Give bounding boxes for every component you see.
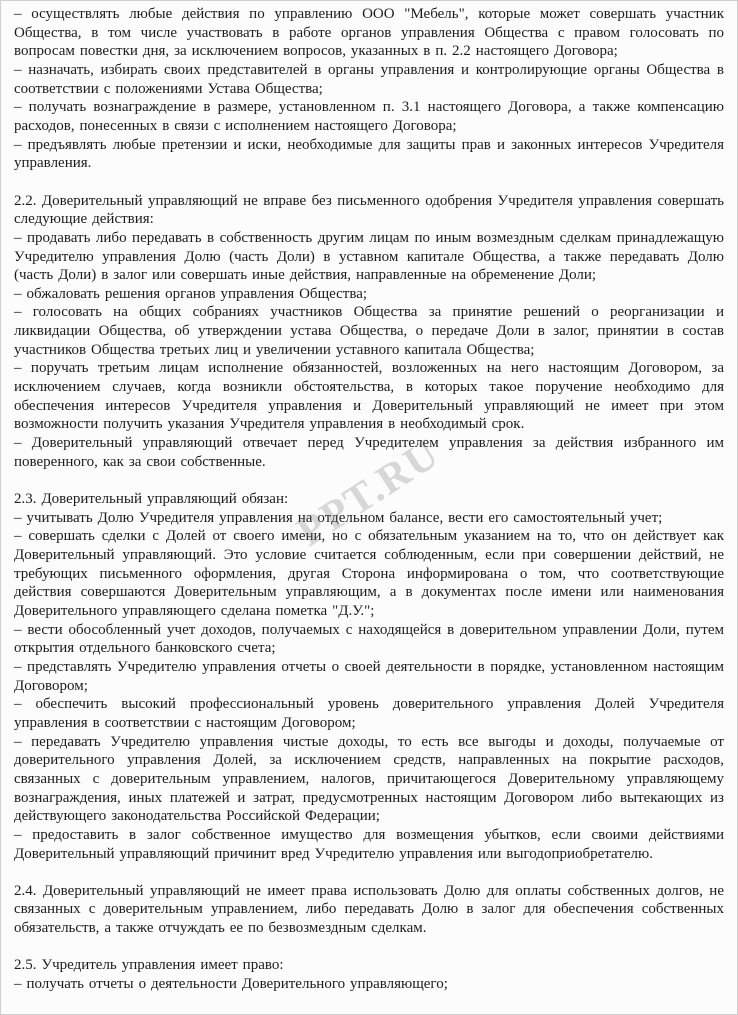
paragraph: – поручать третьим лицам исполнение обязанностей, возложенных на него настоящим Договором, за исключением случаев, когда возникли обстоятельства, в которых такое поручение необходимо для обеспечения интересов Учредителя управления и Доверительный управляющий не имеет при этом возможности получить указания Учредителя управления в необходимый срок.	[14, 360, 724, 433]
paragraph: – обжаловать решения органов управления Общества;	[14, 285, 368, 302]
text-block	[14, 5, 724, 173]
paragraph: – Доверительный управляющий отвечает перед Учредителем управления за действия избранного им поверенного, как за свои собственные.	[14, 435, 724, 470]
paragraph: 2.5. Учредитель управления имеет право:	[14, 957, 284, 974]
paragraph: – представлять Учредителю управления отчеты о своей деятельности в порядке, установленном настоящим Договором;	[14, 658, 724, 694]
paragraph: – продавать либо передавать в собственность другим лицам по иным возмездным сделкам принадлежащую Учредителю управления Долю (часть Доли) в уставном капитале Общества, а также передавать Долю (часть Доли) в залог или совершать иные действия, направленные на обременение Доли;	[14, 229, 724, 284]
paragraph: – предъявлять любые претензии и иски, необходимые для защиты прав и законных интересов Учредителя управления.	[14, 136, 724, 172]
paragraph: – передавать Учредителю управления чистые доходы, то есть все выгоды и доходы, получаемые от доверительного управления Долей, за исключением средств, направленных на покрытие расходов, связанных с доверительным управлением, налогов, причитающегося Доверительному управляющему вознаграждения, иных платежей и затрат, предусмотренных настоящим Договором либо вытекающих из действующего законодательства Российской Федерации;	[14, 733, 724, 825]
paragraph: – предоставить в залог собственное имущество для возмещения убытков, если своими действиями Доверительный управляющий причинит вред Учредителю управления или выгодоприобретателю.	[14, 826, 724, 862]
ppt-ru-watermark: PPT.RU	[289, 430, 449, 556]
paragraph: 2.4. Доверительный управляющий не имеет права использовать Долю для оплаты собственных долгов, не связанных с доверительным управлением, либо передавать Долю в залог для обеспечения собственных обязательств, а также отчуждать ее по безвозмездным сделкам.	[14, 882, 724, 937]
paragraph: – осуществлять любые действия по управлению ООО "Мебель", которые может совершать участник Общества, в том числе участвовать в работе органов управления Общества с правом голосовать по вопросам повестки дня, за исключением вопросов, указанных в п. 2.2 настоящего Договора;	[14, 6, 724, 60]
paragraph: 2.3. Доверительный управляющий обязан:	[14, 491, 289, 508]
text-block	[14, 490, 724, 863]
text-block	[14, 956, 724, 993]
paragraph: – учитывать Долю Учредителя управления на отдельном балансе, вести его самостоятельный учет;	[14, 509, 663, 526]
text-block	[14, 192, 724, 472]
paragraph: – голосовать на общих собраниях участников Общества за принятие решений о реорганизации и ликвидации Общества, об утверждении устава Общества, о передаче Доли в залог, принятии в состав участников Общества третьих лиц и увеличении уставного капитала Общества;	[14, 304, 724, 358]
paragraph: – получать вознаграждение в размере, установленном п. 3.1 настоящего Договора, а также компенсацию расходов, понесенных в связи с исполнением настоящего Договора;	[14, 99, 724, 134]
document-body	[14, 5, 724, 994]
text-block	[14, 882, 724, 938]
paragraph: – совершать сделки с Долей от своего имени, но с обязательным указанием на то, что он действует как Доверительный управляющий. Это условие считается соблюденным, если при совершении действий, не требующих письменного оформления, другая Сторона информирована о том, что соответствующие действия совершаются Доверительным управляющим, а в документах после имени или наименования Доверительного управляющего сделана пометка "Д.У.";	[14, 528, 724, 619]
paragraph: – обеспечить высокий профессиональный уровень доверительного управления Долей Учредителя управления в соответствии с настоящим Договором;	[14, 696, 724, 731]
paragraph: – вести обособленный учет доходов, получаемых с находящейся в доверительном управлении Доли, путем открытия отдельного банковского счета;	[14, 621, 724, 657]
paragraph: – получать отчеты о деятельности Доверительного управляющего;	[14, 976, 448, 993]
paragraph: 2.2. Доверительный управляющий не вправе без письменного одобрения Учредителя управления совершать следующие действия:	[14, 192, 724, 228]
paragraph: – назначать, избирать своих представителей в органы управления и контролирующие органы Общества в соответствии с положениями Устава Общества;	[14, 61, 724, 97]
